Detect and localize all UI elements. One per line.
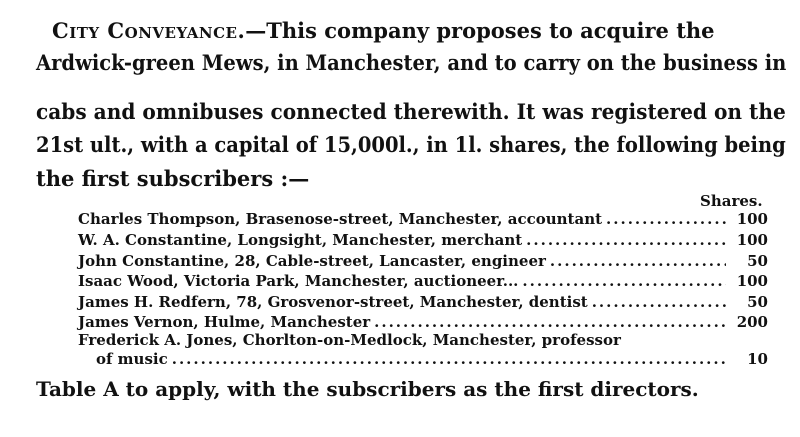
subscriber-name-continuation: of music <box>96 350 168 368</box>
subscriber-row <box>78 252 768 270</box>
subscriber-row <box>78 313 768 331</box>
leader-dots <box>606 210 726 228</box>
subscriber-shares: 200 <box>736 313 768 331</box>
shares-column-header: Shares. <box>700 192 763 210</box>
leader-dots <box>550 252 726 270</box>
subscriber-name: James Vernon, Hulme, Manchester <box>78 313 371 331</box>
article-closing-line: Table A to apply, with the subscribers as the first directors. <box>36 377 699 401</box>
subscriber-name: Charles Thompson, Brasenose-street, Manchester, accountant <box>78 210 603 228</box>
subscriber-name: John Constantine, 28, Cable-street, Lancaster, engineer <box>78 252 546 270</box>
leader-dots <box>374 313 726 331</box>
subscriber-name: Frederick A. Jones, Chorlton-on-Medlock, Manchester, professor <box>78 331 621 349</box>
leader-dots <box>522 272 726 290</box>
article-line-2: Ardwick-green Mews, in Manchester, and to carry on the business in <box>36 50 787 75</box>
subscriber-shares: 100 <box>736 231 768 249</box>
leader-dots <box>526 231 726 249</box>
subscriber-shares: 10 <box>747 350 768 368</box>
article-line-4: 21st ult., with a capital of 15,000l., in 1l. shares, the following being <box>36 132 786 157</box>
subscriber-shares: 100 <box>736 210 768 228</box>
subscriber-shares: 50 <box>747 252 768 270</box>
subscriber-row <box>78 272 768 290</box>
subscriber-row <box>78 231 768 249</box>
subscriber-name: James H. Redfern, 78, Grosvenor-street, Manchester, dentist <box>78 293 588 311</box>
subscriber-name: W. A. Constantine, Longsight, Manchester, merchant <box>78 231 523 249</box>
subscriber-row <box>78 293 768 311</box>
subscriber-name: Isaac Wood, Victoria Park, Manchester, auctioneer... <box>78 272 519 290</box>
article-line-5: the first subscribers :— <box>36 166 310 191</box>
subscriber-shares: 100 <box>736 272 768 290</box>
subscriber-row <box>96 350 768 368</box>
article-line-1 <box>52 18 715 44</box>
article-line-3: cabs and omnibuses connected therewith. It was registered on the <box>36 99 786 124</box>
article-line-1-rest: —This company proposes to acquire the <box>245 18 715 43</box>
article-heading: City Conveyance. <box>52 18 246 43</box>
subscriber-row <box>78 210 768 228</box>
leader-dots <box>172 350 726 368</box>
subscriber-shares: 50 <box>747 293 768 311</box>
leader-dots <box>592 293 726 311</box>
